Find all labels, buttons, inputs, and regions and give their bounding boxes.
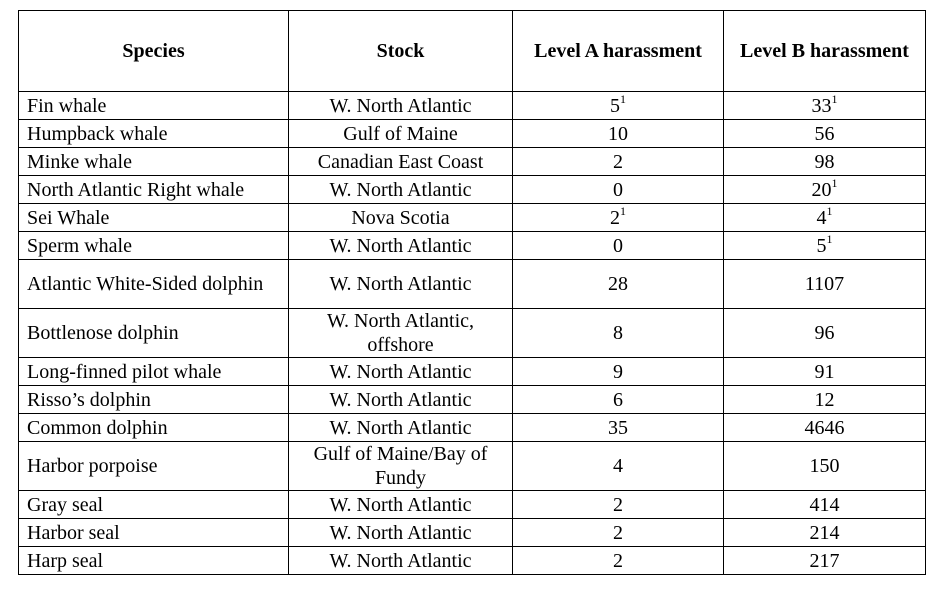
cell-species <box>19 176 289 204</box>
cell-species <box>19 442 289 491</box>
cell-stock-value: W. North Atlantic <box>329 416 472 439</box>
header-level-b: Level B harassment <box>724 11 926 92</box>
cell-level-b <box>724 519 926 547</box>
cell-stock-value: W. North Atlantic <box>329 388 472 411</box>
cell-species <box>19 414 289 442</box>
cell-level-a <box>513 232 724 260</box>
cell-level-a-value: 8 <box>613 322 623 344</box>
cell-species-value: Gray seal <box>27 493 104 516</box>
cell-stock <box>289 386 513 414</box>
cell-level-b <box>724 491 926 519</box>
table-header <box>19 11 926 92</box>
header-species: Species <box>19 11 289 92</box>
cell-level-b <box>724 232 926 260</box>
cell-level-a <box>513 176 724 204</box>
cell-species-value: Harp seal <box>27 549 104 572</box>
table-body <box>19 92 926 575</box>
cell-level-b <box>724 204 926 232</box>
cell-level-b <box>724 414 926 442</box>
cell-level-a <box>513 414 724 442</box>
cell-stock-value: W. North Atlantic <box>329 360 472 383</box>
cell-level-b-value: 33 <box>811 94 832 117</box>
table-row <box>19 519 926 547</box>
cell-level-a-value: 4 <box>613 455 623 477</box>
cell-stock-value: W. North Atlantic <box>329 178 472 201</box>
cell-species <box>19 260 289 309</box>
cell-level-a <box>513 260 724 309</box>
cell-level-b-value: 96 <box>814 322 835 344</box>
table-row <box>19 232 926 260</box>
cell-stock <box>289 120 513 148</box>
cell-species-value: Fin whale <box>27 94 107 117</box>
cell-level-b <box>724 120 926 148</box>
cell-level-a <box>513 120 724 148</box>
cell-stock <box>289 358 513 386</box>
cell-stock-value: W. North Atlantic <box>329 234 472 257</box>
cell-level-b-value: 4 <box>816 206 827 229</box>
cell-species-value: Long-finned pilot whale <box>27 360 222 383</box>
cell-stock <box>289 204 513 232</box>
cell-level-b-value: 4646 <box>804 416 845 439</box>
table-row <box>19 260 926 309</box>
cell-stock <box>289 232 513 260</box>
footnote-marker: 1 <box>620 203 626 218</box>
cell-stock <box>289 519 513 547</box>
cell-level-b <box>724 260 926 309</box>
cell-species-value: Minke whale <box>27 150 132 173</box>
cell-level-b-value: 414 <box>809 493 840 516</box>
header-level-a: Level A harassment <box>513 11 724 92</box>
cell-level-a-value: 6 <box>613 388 623 411</box>
footnote-marker: 1 <box>831 91 838 106</box>
cell-species <box>19 92 289 120</box>
cell-species <box>19 386 289 414</box>
cell-level-b-value: 20 <box>811 178 832 201</box>
harassment-table <box>18 10 926 575</box>
cell-stock-value: W. North Atlantic <box>329 94 472 117</box>
cell-species <box>19 358 289 386</box>
cell-species-value: Humpback whale <box>27 122 168 145</box>
cell-species-value: Harbor seal <box>27 521 120 544</box>
cell-level-b-value: 1107 <box>804 273 845 295</box>
cell-species-value: North Atlantic Right whale <box>27 178 245 201</box>
cell-level-a <box>513 386 724 414</box>
cell-level-a-value: 0 <box>613 178 623 201</box>
cell-level-a <box>513 309 724 358</box>
cell-species <box>19 232 289 260</box>
table-row <box>19 92 926 120</box>
cell-level-a-value: 2 <box>613 549 623 572</box>
cell-level-b <box>724 148 926 176</box>
cell-level-a-value: 9 <box>613 360 623 383</box>
table-row <box>19 491 926 519</box>
cell-stock <box>289 414 513 442</box>
cell-level-b-value: 98 <box>814 150 835 173</box>
cell-level-b <box>724 176 926 204</box>
cell-species-value: Atlantic White-Sided dolphin <box>27 273 264 295</box>
cell-stock-value: W. North Atlantic <box>329 521 472 544</box>
cell-species-value: Sperm whale <box>27 234 132 257</box>
table-row <box>19 148 926 176</box>
table-row <box>19 204 926 232</box>
cell-species <box>19 148 289 176</box>
cell-species <box>19 309 289 358</box>
cell-species-value: Sei Whale <box>27 206 110 229</box>
footnote-marker: 1 <box>620 91 626 106</box>
footnote-marker: 1 <box>831 175 838 190</box>
cell-level-b <box>724 442 926 491</box>
cell-level-b-value: 217 <box>809 549 840 572</box>
cell-level-b-value: 91 <box>814 360 835 383</box>
cell-species-value: Risso’s dolphin <box>27 388 151 411</box>
cell-level-b <box>724 358 926 386</box>
cell-species-value: Harbor porpoise <box>27 455 158 477</box>
cell-stock-value: Gulf of Maine/Bay of Fundy <box>313 443 488 489</box>
footnote-marker: 1 <box>826 231 833 246</box>
cell-level-a-value: 2 <box>613 521 623 544</box>
cell-stock-value: W. North Atlantic, offshore <box>326 310 475 356</box>
cell-level-a-value: 2 <box>613 150 623 173</box>
cell-stock <box>289 442 513 491</box>
cell-level-b-value: 12 <box>814 388 835 411</box>
cell-level-a-value: 5 <box>610 94 620 117</box>
cell-level-a-value: 2 <box>610 206 620 229</box>
cell-species <box>19 120 289 148</box>
cell-species <box>19 204 289 232</box>
cell-species <box>19 547 289 575</box>
footnote-marker: 1 <box>826 203 833 218</box>
cell-level-a <box>513 547 724 575</box>
cell-stock <box>289 176 513 204</box>
cell-level-a <box>513 491 724 519</box>
cell-level-b-value: 150 <box>809 455 840 477</box>
cell-level-a-value: 0 <box>613 234 623 257</box>
cell-level-a <box>513 519 724 547</box>
cell-level-a-value: 10 <box>608 122 628 145</box>
cell-level-b <box>724 386 926 414</box>
table-row <box>19 176 926 204</box>
table-row <box>19 358 926 386</box>
header-row <box>19 11 926 92</box>
cell-level-a <box>513 92 724 120</box>
cell-stock <box>289 309 513 358</box>
cell-level-b <box>724 92 926 120</box>
cell-level-a <box>513 442 724 491</box>
cell-stock <box>289 92 513 120</box>
table-row <box>19 442 926 491</box>
cell-level-a <box>513 204 724 232</box>
cell-stock <box>289 148 513 176</box>
table-row <box>19 547 926 575</box>
cell-stock-value: Gulf of Maine <box>343 122 458 145</box>
cell-level-b <box>724 309 926 358</box>
cell-level-a-value: 28 <box>608 273 628 295</box>
cell-species-value: Common dolphin <box>27 416 168 439</box>
cell-species-value: Bottlenose dolphin <box>27 322 179 344</box>
cell-level-a-value: 2 <box>613 493 623 516</box>
cell-stock <box>289 547 513 575</box>
cell-level-b-value: 214 <box>809 521 840 544</box>
cell-stock <box>289 260 513 309</box>
table-row <box>19 309 926 358</box>
cell-level-b-value: 56 <box>814 122 835 145</box>
cell-stock-value: Canadian East Coast <box>317 150 484 173</box>
header-stock: Stock <box>289 11 513 92</box>
cell-species <box>19 519 289 547</box>
cell-stock-value: W. North Atlantic <box>329 273 472 295</box>
cell-level-b-value: 5 <box>816 234 827 257</box>
cell-stock-value: Nova Scotia <box>351 206 450 229</box>
table-row <box>19 386 926 414</box>
cell-species <box>19 491 289 519</box>
cell-level-b <box>724 547 926 575</box>
cell-stock-value: W. North Atlantic <box>329 493 472 516</box>
cell-level-a <box>513 358 724 386</box>
table-row <box>19 120 926 148</box>
table-row <box>19 414 926 442</box>
cell-level-a-value: 35 <box>608 416 628 439</box>
cell-level-a <box>513 148 724 176</box>
cell-stock <box>289 491 513 519</box>
cell-stock-value: W. North Atlantic <box>329 549 472 572</box>
